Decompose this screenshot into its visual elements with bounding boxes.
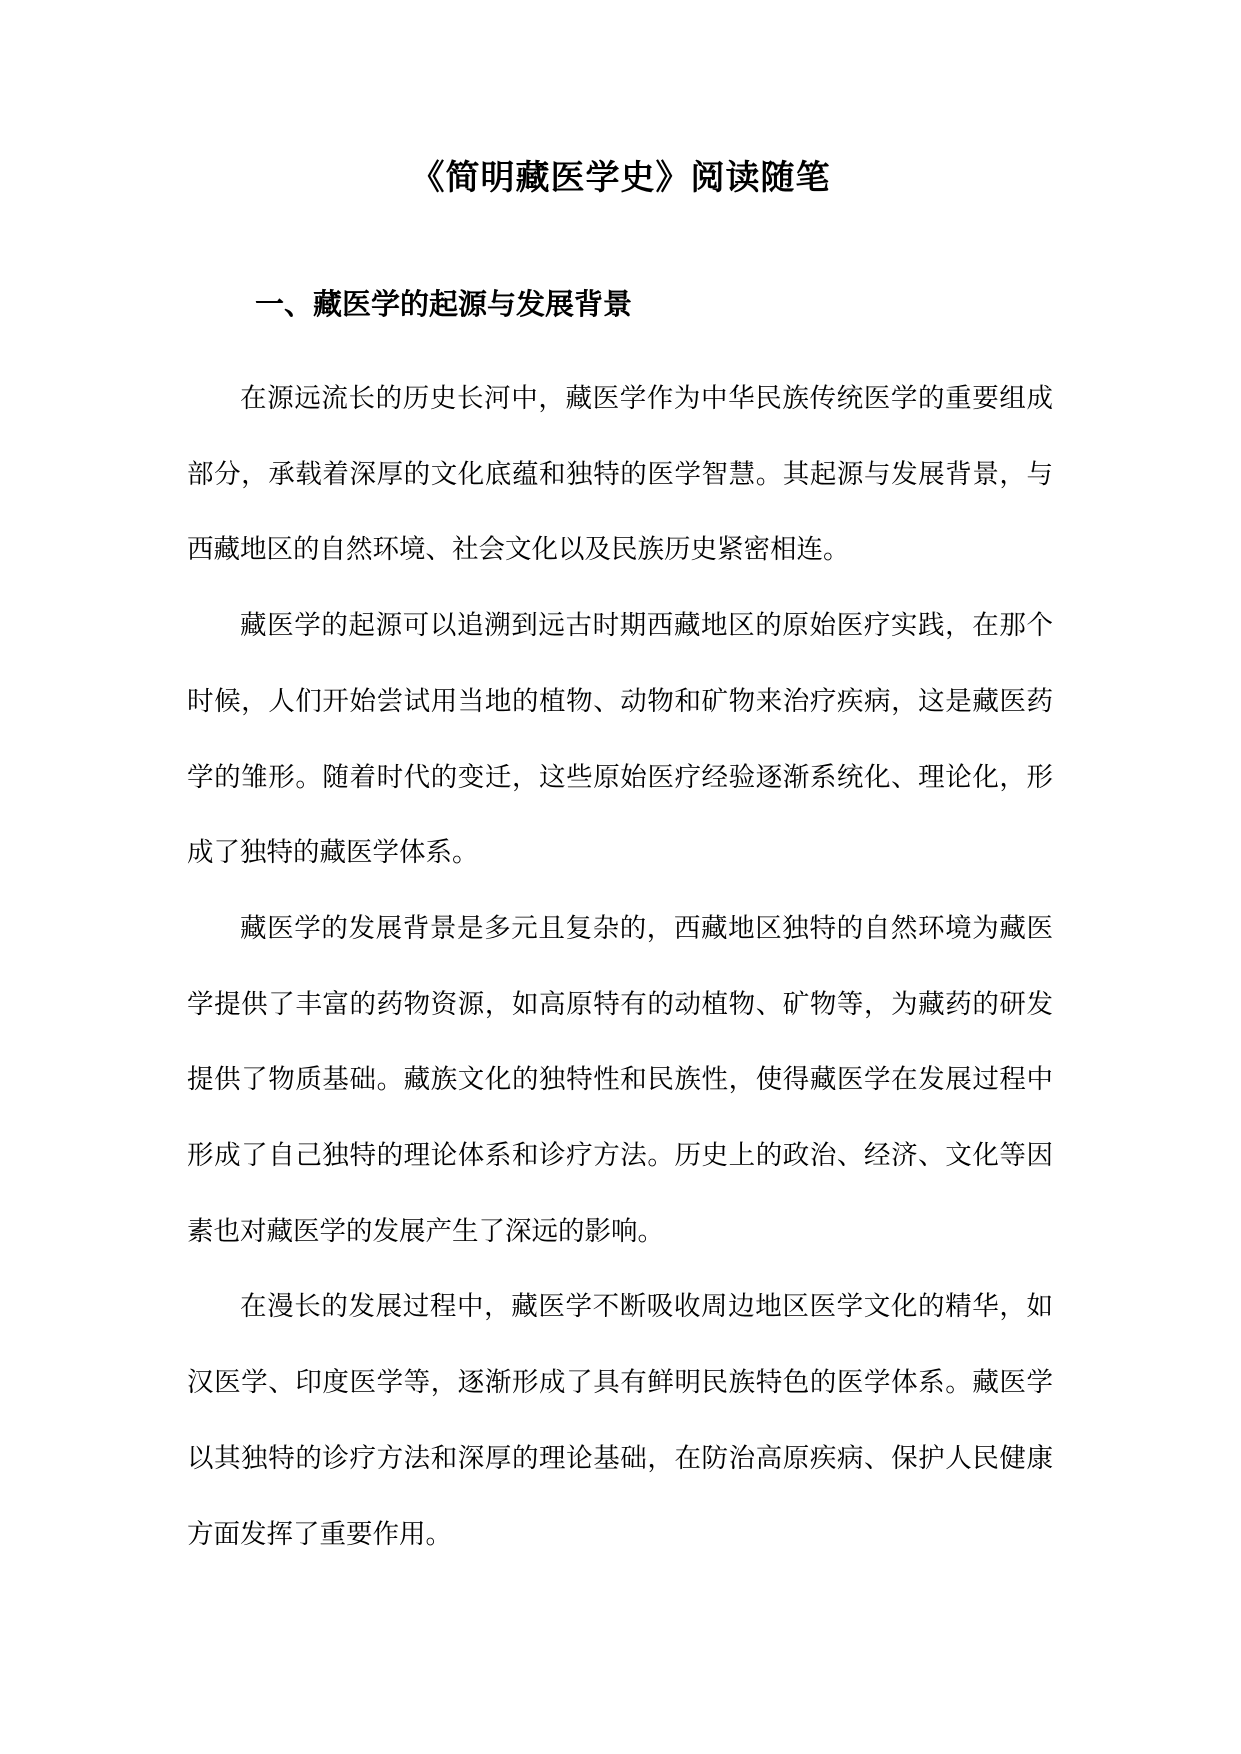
paragraph: 藏医学的起源可以追溯到远古时期西藏地区的原始医疗实践，在那个时候，人们开始尝试用当地的植物、动物和矿物来治疗疾病，这是藏医药学的雏形。随着时代的变迁，这些原始医疗经验逐渐系统化、理论化，形成了独特的藏医学体系。: [187, 610, 1053, 869]
document-title: 《简明藏医学史》阅读随笔: [410, 158, 831, 198]
paragraph: 在漫长的发展过程中，藏医学不断吸收周边地区医学文化的精华，如汉医学、印度医学等，逐渐形成了具有鲜明民族特色的医学体系。藏医学以其独特的诊疗方法和深厚的理论基础，在防治高原疾病、保护人民健康方面发挥了重要作用。: [187, 1291, 1053, 1550]
paragraph: 在源远流长的历史长河中，藏医学作为中华民族传统医学的重要组成部分，承载着深厚的文化底蕴和独特的医学智慧。其起源与发展背景，与西藏地区的自然环境、社会文化以及民族历史紧密相连。: [187, 383, 1053, 566]
body-text: [187, 361, 1053, 1572]
paragraph: 藏医学的发展背景是多元且复杂的，西藏地区独特的自然环境为藏医学提供了丰富的药物资源，如高原特有的动植物、矿物等，为藏药的研发提供了物质基础。藏族文化的独特性和民族性，使得藏医学在发展过程中形成了自己独特的理论体系和诊疗方法。历史上的政治、经济、文化等因素也对藏医学的发展产生了深远的影响。: [187, 912, 1053, 1247]
section-heading: 一、藏医学的起源与发展背景: [255, 287, 633, 321]
